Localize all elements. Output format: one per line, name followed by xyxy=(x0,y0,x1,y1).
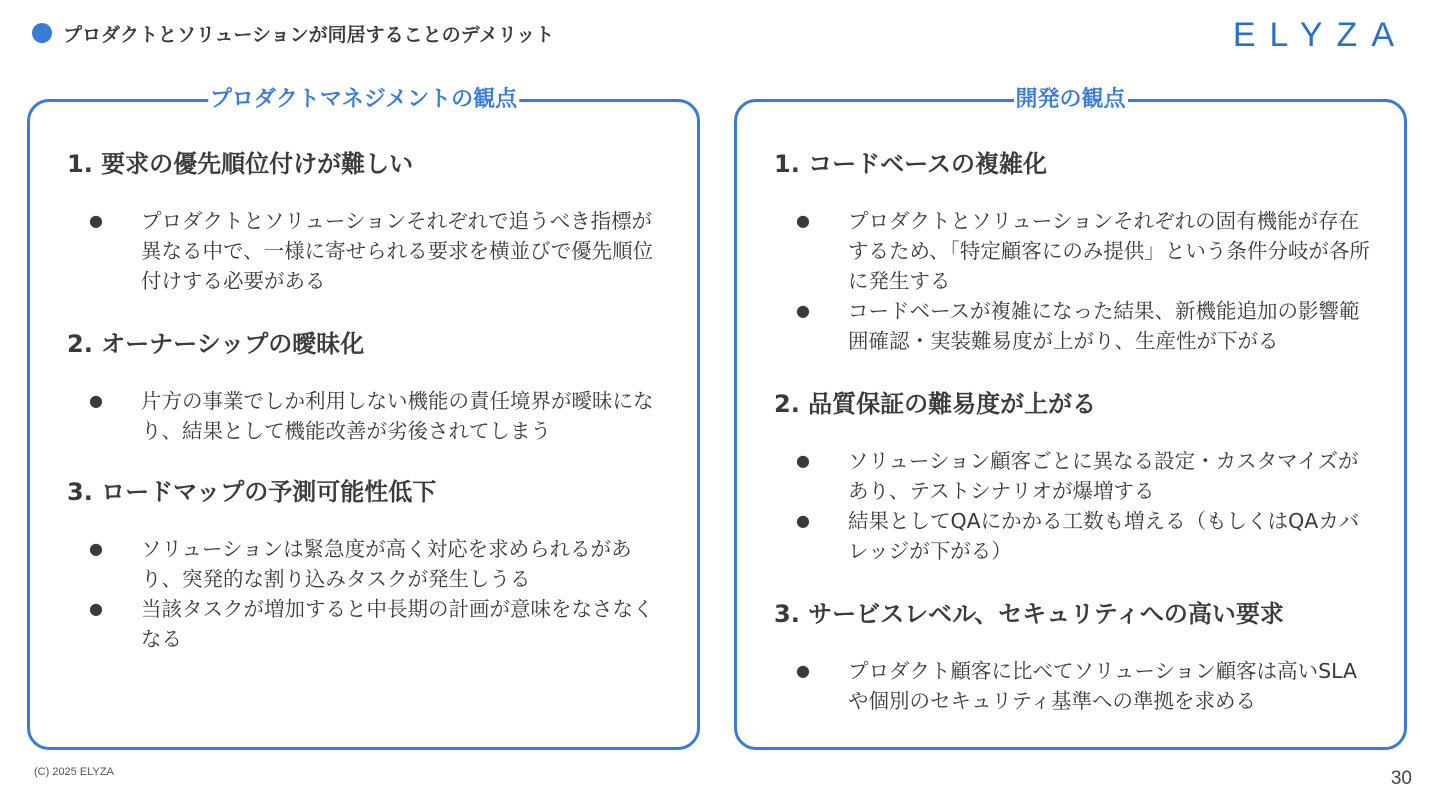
bullet-item xyxy=(67,594,667,654)
elyza-logo: ELYZA xyxy=(1232,16,1408,54)
bullet-text: ソリューション顧客ごとに異なる設定・カスタマイズがあり、テストシナリオが爆増する xyxy=(848,449,1359,503)
section-heading: 1. 要求の優先順位付けが難しい xyxy=(67,150,414,178)
bullet-item xyxy=(67,386,667,446)
bullet-text: コードベースが複雑になった結果、新機能追加の影響範囲確認・実装難易度が上がり、生産性が下がる xyxy=(848,299,1360,353)
bullet-dot-icon: ● xyxy=(796,451,810,470)
bullet-item xyxy=(774,206,1374,296)
section-heading: 1. コードベースの複雑化 xyxy=(774,150,1047,178)
development-panel xyxy=(734,87,1407,750)
bullet-item xyxy=(67,534,667,594)
section-heading: 2. 品質保証の難易度が上がる xyxy=(774,390,1097,418)
bullet-dot-icon: ● xyxy=(796,301,810,320)
bullet-item xyxy=(67,206,667,296)
header-dot xyxy=(32,23,52,43)
bullet-text: ソリューションは緊急度が高く対応を求められるがあり、突発的な割り込みタスクが発生しうる xyxy=(141,537,632,591)
bullet-text: 結果としてQAにかかる工数も増える（もしくはQAカバレッジが下がる） xyxy=(848,509,1360,563)
bullet-dot-icon: ● xyxy=(89,391,103,410)
section-heading: 3. サービスレベル、セキュリティへの高い要求 xyxy=(774,600,1284,628)
right-section-1 xyxy=(774,148,1374,356)
page-number: 30 xyxy=(1390,768,1412,789)
left-section-3 xyxy=(67,476,667,654)
bullet-item xyxy=(774,446,1374,506)
bullet-text: 片方の事業でしか利用しない機能の責任境界が曖昧になり、結果として機能改善が劣後されてしまう xyxy=(141,389,654,443)
left-section-2 xyxy=(67,328,667,446)
panel-title-product-management: プロダクトマネジメントの観点 xyxy=(209,87,518,112)
left-section-1 xyxy=(67,148,667,296)
bullet-item xyxy=(774,656,1374,716)
bullet-text: 当該タスクが増加すると中長期の計画が意味をなさなくなる xyxy=(141,597,654,651)
bullet-text: プロダクトとソリューションそれぞれの固有機能が存在するため、「特定顧客にのみ提供」という条件分岐が各所に発生する xyxy=(848,209,1370,293)
bullet-dot-icon: ● xyxy=(89,599,103,618)
bullet-dot-icon: ● xyxy=(796,511,810,530)
copyright: (C) 2025 ELYZA xyxy=(34,766,114,778)
bullet-dot-icon: ● xyxy=(89,539,103,558)
section-heading: 2. オーナーシップの曖昧化 xyxy=(67,330,365,358)
panel-title-development: 開発の観点 xyxy=(1015,87,1126,112)
bullet-text: プロダクト顧客に比べてソリューション顧客は高いSLAや個別のセキュリティ基準への準拠を求める xyxy=(848,659,1357,713)
product-management-panel xyxy=(27,87,700,750)
bullet-item xyxy=(774,296,1374,356)
slide-title: プロダクトとソリューションが同居することのデメリット xyxy=(63,24,555,46)
section-heading: 3. ロードマップの予測可能性低下 xyxy=(67,478,437,506)
right-section-3 xyxy=(774,598,1374,716)
bullet-text: プロダクトとソリューションそれぞれで追うべき指標が異なる中で、一様に寄せられる要求を横並びで優先順位付けする必要がある xyxy=(141,209,654,293)
right-section-2 xyxy=(774,388,1374,566)
bullet-item xyxy=(774,506,1374,566)
bullet-dot-icon: ● xyxy=(796,211,810,230)
bullet-dot-icon: ● xyxy=(796,661,810,680)
bullet-dot-icon: ● xyxy=(89,211,103,230)
